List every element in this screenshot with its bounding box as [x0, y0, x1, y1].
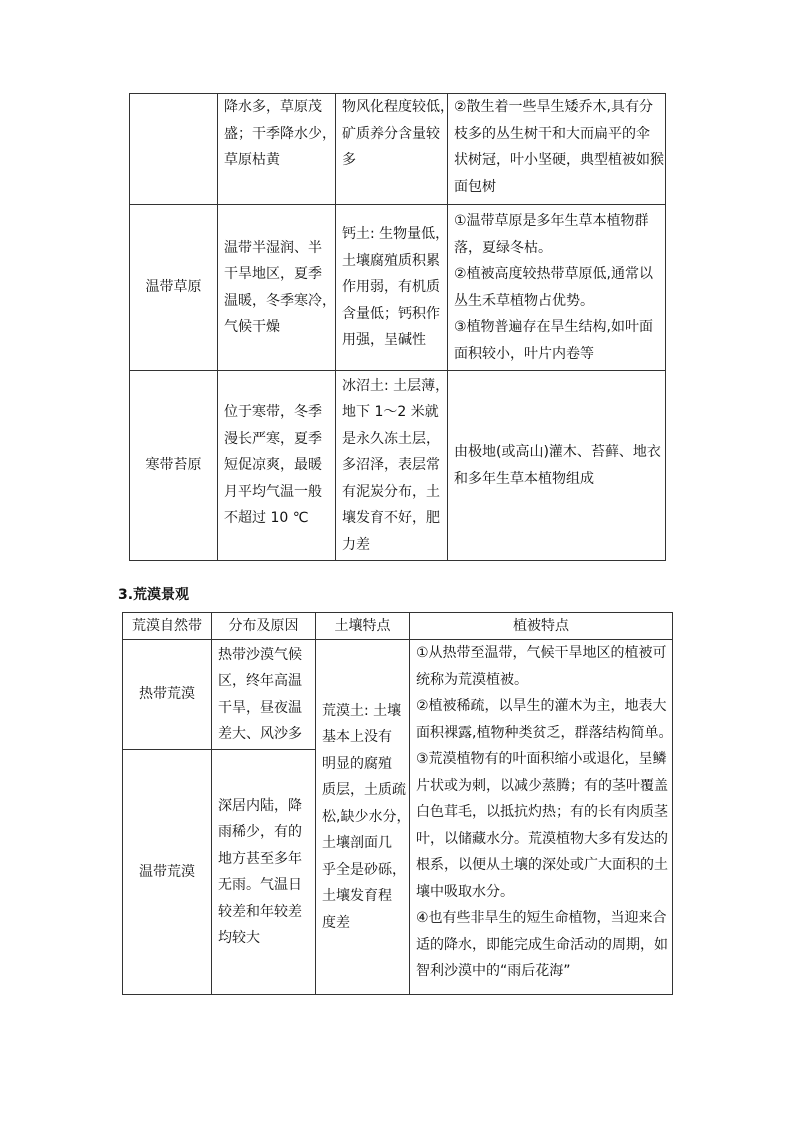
- soil-cell: 物风化程度较低， 矿质养分含量较 多: [336, 94, 448, 205]
- grassland-tundra-table: [129, 93, 666, 561]
- table-row: [130, 205, 666, 371]
- desert-table: [122, 612, 673, 995]
- climate-cell: 位于寒带，冬季 漫长严寒，夏季 短促凉爽，最暖 月平均气温一般 不超过 10 ℃: [218, 371, 336, 561]
- climate-cell: 温带半湿润、半 干旱地区，夏季 温暖，冬季寒冷， 气候干燥: [218, 205, 336, 371]
- column-header: 土壤特点: [316, 613, 410, 640]
- table-row: [130, 94, 666, 205]
- vegetation-cell: 由极地(或高山)灌木、苔藓、地衣 和多年生草本植物组成: [448, 371, 666, 561]
- table-row: [130, 371, 666, 561]
- soil-cell: 冰沼土: 土层薄， 地下 1～2 米就 是永久冻土层， 多沼泽，表层常 有泥炭分布，土 壤发育不好，肥 力差: [336, 371, 448, 561]
- zone-cell: 热带荒漠: [123, 640, 212, 750]
- climate-cell: 深居内陆，降 雨稀少，有的 地方甚至多年 无雨。气温日 较差和年较差 均较大: [212, 750, 316, 995]
- climate-cell: 降水多，草原茂 盛；干季降水少， 草原枯黄: [218, 94, 336, 205]
- table-header-row: [123, 613, 673, 640]
- zone-cell: 温带草原: [130, 205, 218, 371]
- vegetation-cell: ②散生着一些旱生矮乔木,具有分 枝多的丛生树干和大而扁平的伞 状树冠，叶小坚硬，典型植被如猴 面包树: [448, 94, 666, 205]
- vegetation-cell: ①从热带至温带，气候干旱地区的植被可 统称为荒漠植被。 ②植被稀疏，以旱生的灌木为主，地表大 面积裸露,植物种类贫乏，群落结构简单。 ③荒漠植物有的叶面积缩小或退化，呈鳞 片状或为刺，以减少蒸腾；有的茎叶覆盖 白色茸毛，以抵抗灼热；有的长有肉质茎 叶，以储藏水分。荒漠植物大多有发达的 根系，以便从土壤的深处或广大面积的土 壤中吸取水分。 ④也有些非旱生的短生命植物，当迎来合 适的降水，即能完成生命活动的周期，如 智利沙漠中的“雨后花海”: [410, 640, 673, 995]
- zone-cell: [130, 94, 218, 205]
- column-header: 植被特点: [410, 613, 673, 640]
- section-heading: 3.荒漠景观: [118, 587, 190, 603]
- column-header: 分布及原因: [212, 613, 316, 640]
- table-row: [123, 640, 673, 750]
- zone-cell: 温带荒漠: [123, 750, 212, 995]
- vegetation-cell: ①温带草原是多年生草本植物群 落，夏绿冬枯。 ②植被高度较热带草原低,通常以 丛生禾草植物占优势。 ③植物普遍存在旱生结构,如叶面 面积较小，叶片内卷等: [448, 205, 666, 371]
- soil-cell: 钙土: 生物量低， 土壤腐殖质积累 作用弱，有机质 含量低；钙积作 用强，呈碱性: [336, 205, 448, 371]
- zone-cell: 寒带苔原: [130, 371, 218, 561]
- soil-cell: 荒漠土: 土壤 基本上没有 明显的腐殖 质层，土质疏 松,缺少水分， 土壤剖面几 乎全是砂砾， 土壤发育程 度差: [316, 640, 410, 995]
- climate-cell: 热带沙漠气候 区，终年高温 干旱，昼夜温 差大、风沙多: [212, 640, 316, 750]
- column-header: 荒漠自然带: [123, 613, 212, 640]
